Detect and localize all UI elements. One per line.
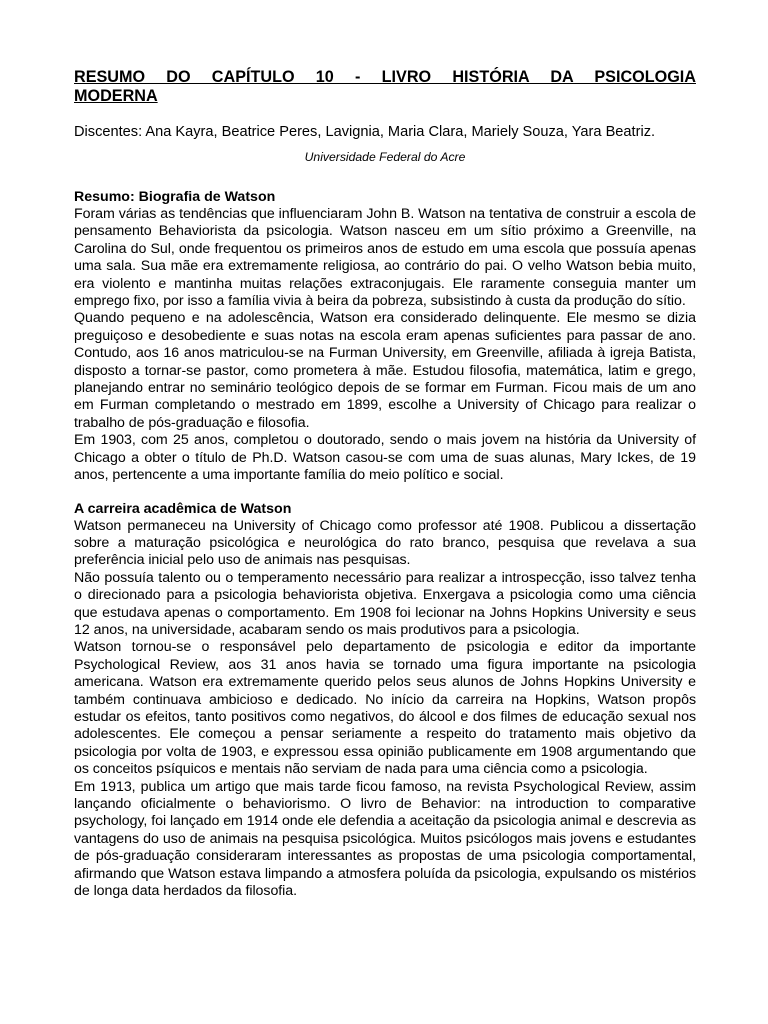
section-biography xyxy=(74,189,696,485)
document-title-line-2: MODERNA xyxy=(74,86,158,105)
paragraph: Em 1903, com 25 anos, completou o doutorado, sendo o mais jovem na história da University of Chicago a obter o título de Ph.D. Watson casou-se com uma de suas alunas, Mary Ickes, de 19 anos, pertencente a uma importante família do meio político e social. xyxy=(74,432,696,484)
paragraph: Watson tornou-se o responsável pelo departamento de psicologia e editor da importante Psychological Review, aos 31 anos havia se tornado uma figura importante na psicologia americana. Watson era extremamente querido pelos seus alunos de Johns Hopkins University e também continuava ambicioso e dedicado. No início da carreira na Hopkins, Watson propôs estudar os efeitos, tanto positivos como negativos, do álcool e dos filmes de educação sexual nos adolescentes. Ele começou a pensar seriamente a respeito do tratamento mais objetivo da psicologia por volta de 1903, e expressou essa opinião publicamente em 1908 argumentando que os conceitos psíquicos e mentais não serviam de nada para uma ciência como a psicologia. xyxy=(74,639,696,778)
document-title-line-1: RESUMO DO CAPÍTULO 10 - LIVRO HISTÓRIA DA PSICOLOGIA xyxy=(74,68,696,86)
section-title: A carreira acadêmica de Watson xyxy=(74,500,292,517)
section-academic-career xyxy=(74,501,696,901)
paragraph: Não possuía talento ou o temperamento necessário para realizar a introspecção, isso talvez tenha o direcionado para a psicologia behaviorista objetiva. Enxergava a psicologia como uma ciência que estudava apenas o comportamento. Em 1908 foi lecionar na Johns Hopkins University e seus 12 anos, na universidade, acabaram sendo os mais produtivos para a psicologia. xyxy=(74,569,696,638)
paragraph: Quando pequeno e na adolescência, Watson era considerado delinquente. Ele mesmo se dizia preguiçoso e desobediente e suas notas na escola eram apenas suficientes para passar de ano. Contudo, aos 16 anos matriculou-se na Furman University, em Greenville, afiliada à igreja Batista, disposto a tornar-se pastor, como prometera à mãe. Estudou filosofia, matemática, latim e grego, planejando entrar no seminário teológico depois de se formar em Furman. Ficou mais de um ano em Furman completando o mestrado em 1899, escolhe a University of Chicago para realizar o trabalho de pós-graduação e filosofia. xyxy=(74,310,696,431)
paragraph: Foram várias as tendências que influenciaram John B. Watson na tentativa de construir a escola de pensamento Behaviorista da psicologia. Watson nasceu em um sítio próximo a Greenville, na Carolina do Sul, onde frequentou os primeiros anos de estudo em uma escola que possuía apenas uma sala. Sua mãe era extremamente religiosa, ao contrário do pai. O velho Watson bebia muito, era violento e mantinha muitas relações extraconjugais. Ele raramente conseguia manter um emprego fixo, por isso a família vivia à beira da pobreza, subsistindo à custa da produção do sítio. xyxy=(74,206,696,310)
paragraph: Em 1913, publica um artigo que mais tarde ficou famoso, na revista Psychological Review, assim lançando oficialmente o behaviorismo. O livro de Behavior: na introduction to comparative psychology, foi lançado em 1914 onde ele defendia a aceitação da psicologia animal e descrevia as vantagens do uso de animais na pesquisa psicológica. Muitos psicólogos mais jovens e estudantes de pós-graduação consideraram interessantes as propostas de uma psicologia comportamental, afirmando que Watson estava limpando a atmosfera poluída da psicologia, expulsando os mistérios de longa data herdados da filosofia. xyxy=(74,778,696,900)
authors-line: Discentes: Ana Kayra, Beatrice Peres, Lavignia, Maria Clara, Mariely Souza, Yara Beatriz. xyxy=(74,124,656,140)
institution-name: Universidade Federal do Acre xyxy=(304,150,466,164)
section-title: Resumo: Biografia de Watson xyxy=(74,189,276,205)
paragraph: Watson permaneceu na University of Chicago como professor até 1908. Publicou a dissertação sobre a maturação psicológica e neurológica do rato branco, pesquisa que revelava a sua preferência inicial pelo uso de animais nas pesquisas. xyxy=(74,517,696,569)
document-title xyxy=(74,68,696,105)
